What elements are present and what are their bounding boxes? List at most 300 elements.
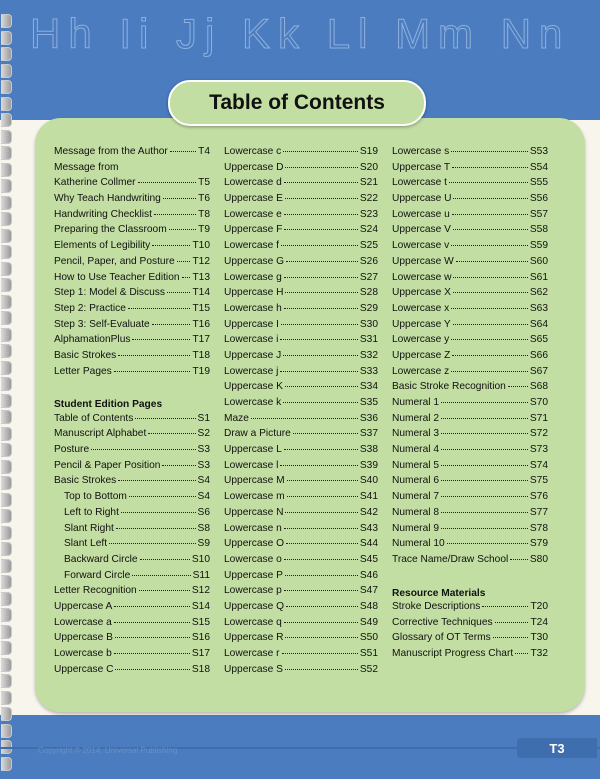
- dot-leader: [283, 151, 358, 152]
- spiral-coil: [1, 196, 12, 210]
- toc-entry-page: S4: [197, 475, 210, 487]
- toc-entry-page: S52: [359, 663, 378, 675]
- toc-entry-page: S15: [191, 616, 210, 628]
- toc-entry-page: S30: [359, 318, 378, 330]
- dot-leader: [441, 433, 528, 434]
- toc-entry-label: Numeral 2: [392, 412, 439, 424]
- toc-entry: [392, 224, 548, 240]
- dot-leader: [281, 245, 358, 246]
- toc-entry: [224, 413, 378, 429]
- toc-column-3: [392, 146, 548, 664]
- dot-leader: [280, 339, 357, 340]
- toc-entry-label: Uppercase W: [392, 255, 454, 267]
- section-heading: Resource Materials: [392, 587, 486, 599]
- toc-entry: [224, 475, 378, 491]
- toc-entry-page: S70: [529, 397, 548, 408]
- toc-entry: [224, 523, 378, 539]
- toc-entry-page: T18: [192, 349, 210, 361]
- toc-entry-page: S11: [192, 569, 210, 581]
- toc-entry-page: S66: [529, 349, 548, 361]
- toc-entry: [224, 538, 378, 554]
- toc-entry-page: S22: [359, 193, 378, 205]
- spiral-coil: [1, 691, 12, 705]
- toc-entry-page: T9: [198, 224, 210, 236]
- toc-entry-page: S24: [359, 224, 378, 236]
- spiral-coil: [1, 97, 12, 111]
- dot-leader: [451, 308, 528, 309]
- toc-entry-label: Uppercase Z: [392, 349, 451, 361]
- toc-entry: [392, 475, 548, 491]
- toc-entry-label: Why Teach Handwriting: [54, 193, 161, 205]
- toc-entry-label: Glossary of OT Terms: [392, 632, 491, 644]
- toc-entry: [54, 334, 210, 350]
- spiral-coil: [1, 377, 12, 391]
- toc-entry: [54, 585, 210, 601]
- toc-entry-page: S74: [529, 459, 548, 471]
- dot-leader: [508, 386, 528, 387]
- toc-entry: [54, 460, 210, 476]
- toc-entry-page: T6: [198, 193, 210, 205]
- toc-entry-page: S63: [529, 302, 548, 314]
- toc-entry-label: Backward Circle: [64, 553, 138, 565]
- toc-entry: [392, 648, 548, 664]
- dot-leader: [441, 449, 528, 450]
- toc-entry-label: Uppercase B: [54, 632, 113, 644]
- toc-entry: [54, 256, 210, 272]
- spiral-coil: [1, 509, 12, 523]
- dot-leader: [441, 512, 528, 513]
- toc-entry-label: Lowercase z: [392, 365, 450, 377]
- toc-entry-label: Uppercase K: [224, 381, 283, 393]
- toc-entry: [54, 475, 210, 491]
- spiral-coil: [1, 707, 12, 721]
- toc-entry: [54, 224, 210, 240]
- toc-entry-label: Lowercase b: [54, 648, 112, 659]
- toc-entry-page: S47: [359, 585, 378, 597]
- toc-entry-page: S80: [529, 553, 548, 565]
- spiral-coil: [1, 14, 12, 28]
- spiral-coil: [1, 146, 12, 160]
- toc-entry: [54, 444, 210, 460]
- toc-entry-label: Uppercase U: [392, 193, 452, 205]
- toc-entry-page: S67: [529, 365, 548, 377]
- spiral-coil: [1, 674, 12, 688]
- toc-entry-label: Uppercase R: [224, 632, 284, 644]
- toc-entry-page: T19: [192, 365, 210, 377]
- dot-leader: [118, 480, 195, 481]
- toc-entry: [54, 209, 210, 225]
- toc-entry: [224, 272, 378, 288]
- spacer: [54, 381, 210, 397]
- dot-leader: [286, 543, 358, 544]
- toc-entry: [224, 554, 378, 570]
- toc-entry: [224, 162, 378, 178]
- toc-entry-page: S75: [529, 475, 548, 487]
- toc-entry-label: Pencil & Paper Position: [54, 459, 161, 471]
- toc-entry: [224, 177, 378, 193]
- dot-leader: [148, 433, 195, 434]
- toc-entry-page: S32: [359, 349, 378, 361]
- spacer: [392, 570, 548, 586]
- toc-entry-page: S51: [359, 648, 378, 659]
- dot-leader: [280, 465, 357, 466]
- toc-entry: [224, 240, 378, 256]
- toc-entry-label: Katherine Collmer: [54, 177, 136, 189]
- toc-entry: [54, 303, 210, 319]
- toc-entry-label: Uppercase Y: [392, 318, 451, 330]
- spiral-coil: [1, 394, 12, 408]
- dot-leader: [163, 198, 196, 199]
- toc-entry-label: Lowercase r: [224, 648, 280, 659]
- toc-entry: [392, 460, 548, 476]
- toc-entry-label: Uppercase M: [224, 475, 285, 487]
- toc-entry: [224, 570, 378, 586]
- toc-entry-label: Lowercase e: [224, 208, 282, 220]
- toc-entry-page: S34: [359, 381, 378, 393]
- spiral-coil: [1, 410, 12, 424]
- toc-entry: [392, 554, 548, 570]
- dot-leader: [453, 229, 528, 230]
- dot-leader: [152, 324, 191, 325]
- dot-leader: [162, 465, 195, 466]
- toc-entry-page: S40: [359, 475, 378, 487]
- copyright-text: Copyright © 2014, Universal Publishing: [38, 746, 178, 755]
- dot-leader: [167, 292, 190, 293]
- toc-entry-page: S2: [197, 428, 210, 440]
- dot-leader: [284, 590, 358, 591]
- title-pill: [168, 80, 426, 126]
- toc-entry: [224, 350, 378, 366]
- dot-leader: [453, 277, 527, 278]
- toc-entry: [392, 350, 548, 366]
- toc-entry-label: AlphamationPlus: [54, 334, 131, 346]
- toc-entry-page: S64: [529, 318, 548, 330]
- dot-leader: [284, 528, 358, 529]
- spiral-coil: [1, 724, 12, 738]
- spiral-coil: [1, 757, 12, 771]
- toc-entry-label: Numeral 8: [392, 506, 439, 518]
- dot-leader: [140, 559, 190, 560]
- toc-entry-label: How to Use Teacher Edition: [54, 271, 180, 283]
- dot-leader: [452, 214, 528, 215]
- spiral-coil: [1, 361, 12, 375]
- dot-leader: [116, 528, 196, 529]
- toc-entry-page: S35: [359, 397, 378, 408]
- toc-entry-label: Numeral 1: [392, 397, 439, 408]
- toc-entry-label: Uppercase V: [392, 224, 451, 236]
- toc-entry-page: S3: [197, 459, 210, 471]
- dot-leader: [251, 418, 358, 419]
- toc-entry-label: Uppercase T: [392, 161, 451, 173]
- spiral-coil: [1, 212, 12, 226]
- toc-entry-page: S6: [197, 506, 210, 518]
- dot-leader: [286, 261, 358, 262]
- dot-leader: [285, 386, 358, 387]
- toc-entry: [54, 617, 210, 633]
- dot-leader: [132, 339, 190, 340]
- dot-leader: [284, 277, 358, 278]
- dot-leader: [285, 575, 358, 576]
- toc-entry-label: Lowercase v: [392, 240, 450, 252]
- spiral-coil: [1, 559, 12, 573]
- toc-entry: [392, 162, 548, 178]
- toc-column-1: [54, 146, 210, 679]
- page-number: T3: [549, 740, 565, 756]
- toc-entry-label: Letter Recognition: [54, 585, 137, 597]
- toc-entry: [224, 224, 378, 240]
- spiral-coil: [1, 575, 12, 589]
- dot-leader: [286, 606, 358, 607]
- toc-entry: [392, 617, 548, 633]
- dot-leader: [452, 355, 528, 356]
- toc-entry-label: Lowercase o: [224, 553, 282, 565]
- dot-leader: [285, 669, 358, 670]
- toc-entry: [54, 366, 210, 382]
- toc-entry-label: Lowercase g: [224, 271, 282, 283]
- toc-entry-label: Lowercase y: [392, 334, 450, 346]
- toc-entry: [392, 366, 548, 382]
- toc-entry: [54, 538, 210, 554]
- dot-leader: [284, 182, 358, 183]
- toc-entry: [392, 538, 548, 554]
- spiral-coil: [1, 608, 12, 622]
- spiral-coil: [1, 328, 12, 342]
- toc-entry-label: Basic Stroke Recognition: [392, 381, 506, 393]
- toc-entry-page: S57: [529, 208, 548, 220]
- toc-entry-label: Uppercase C: [54, 663, 114, 675]
- dot-leader: [284, 229, 358, 230]
- toc-entry: [392, 319, 548, 335]
- toc-entry-label: Uppercase D: [224, 161, 284, 173]
- toc-entry-label: Lowercase i: [224, 334, 279, 346]
- toc-entry-label: Uppercase I: [224, 318, 279, 330]
- toc-entry-label: Uppercase Q: [224, 600, 285, 612]
- dot-leader: [285, 512, 357, 513]
- toc-entry-label: Uppercase P: [224, 569, 283, 581]
- toc-entry: [392, 240, 548, 256]
- dot-leader: [449, 182, 528, 183]
- toc-entry-page: S46: [359, 569, 378, 581]
- toc-entry-label: Lowercase m: [224, 491, 285, 503]
- dot-leader: [115, 669, 189, 670]
- toc-entry: [224, 601, 378, 617]
- toc-entry: [392, 272, 548, 288]
- toc-entry-page: S68: [529, 381, 548, 393]
- spiral-coil: [1, 278, 12, 292]
- spiral-coil: [1, 80, 12, 94]
- toc-entry: [392, 428, 548, 444]
- toc-entry-page: T24: [530, 616, 548, 628]
- spiral-coil: [1, 476, 12, 490]
- toc-entry-label: Letter Pages: [54, 365, 112, 377]
- toc-entry-page: T5: [198, 177, 210, 189]
- toc-entry-page: T10: [192, 240, 210, 252]
- toc-entry-page: S44: [359, 538, 378, 550]
- toc-entry-page: S42: [359, 506, 378, 518]
- spiral-coil: [1, 427, 12, 441]
- toc-entry: [392, 523, 548, 539]
- toc-entry-label: Preparing the Classroom: [54, 224, 167, 236]
- spiral-coil: [1, 592, 12, 606]
- spiral-coil: [1, 344, 12, 358]
- dot-leader: [114, 606, 190, 607]
- dot-leader: [284, 559, 358, 560]
- dot-leader: [441, 528, 528, 529]
- toc-entry: [54, 601, 210, 617]
- toc-entry: [224, 648, 378, 664]
- toc-entry: [224, 444, 378, 460]
- toc-entry: [54, 240, 210, 256]
- toc-entry-label: Lowercase u: [392, 208, 450, 220]
- toc-entry-page: S37: [359, 428, 378, 440]
- toc-entry: [54, 413, 210, 429]
- toc-entry: [54, 507, 210, 523]
- toc-entry-page: S55: [529, 177, 548, 189]
- toc-entry-label: Uppercase A: [54, 600, 113, 612]
- dot-leader: [441, 465, 528, 466]
- toc-entry-page: S65: [529, 334, 548, 346]
- dot-leader: [284, 449, 358, 450]
- toc-entry-page: S48: [359, 600, 378, 612]
- toc-entry-page: T13: [192, 271, 210, 283]
- dot-leader: [284, 622, 358, 623]
- toc-entry-page: S17: [191, 648, 210, 659]
- toc-entry-label: Numeral 7: [392, 491, 439, 503]
- dot-leader: [169, 229, 196, 230]
- toc-entry-page: S16: [191, 632, 210, 644]
- toc-entry-page: S72: [529, 428, 548, 440]
- spiral-coil: [1, 443, 12, 457]
- toc-entry-page: S39: [359, 459, 378, 471]
- toc-entry: [54, 319, 210, 335]
- toc-entry: [392, 397, 548, 413]
- dot-leader: [121, 512, 196, 513]
- toc-entry-label: Elements of Legibility: [54, 240, 151, 252]
- toc-entry-label: Draw a Picture: [224, 428, 291, 440]
- toc-entry-label: Lowercase t: [392, 177, 447, 189]
- toc-entry-page: S77: [529, 506, 548, 518]
- toc-entry-label: Basic Strokes: [54, 349, 117, 361]
- toc-entry-label: Lowercase p: [224, 585, 282, 597]
- toc-entry-page: T32: [530, 648, 548, 659]
- alphabet-strip: Hh Ii Jj Kk Ll Mm Nn: [30, 10, 571, 57]
- toc-entry-label: Corrective Techniques: [392, 616, 493, 628]
- toc-entry: [224, 617, 378, 633]
- toc-entry: [224, 209, 378, 225]
- spiral-coil: [1, 641, 12, 655]
- toc-entry: [54, 350, 210, 366]
- toc-entry-page: S58: [529, 224, 548, 236]
- dot-leader: [283, 402, 358, 403]
- toc-entry: [392, 146, 548, 162]
- toc-entry-label: Trace Name/Draw School: [392, 553, 509, 565]
- toc-entry: [224, 319, 378, 335]
- toc-entry-label: Lowercase c: [224, 146, 282, 157]
- toc-entry-label: Step 1: Model & Discuss: [54, 287, 165, 299]
- dot-leader: [510, 559, 528, 560]
- dot-leader: [451, 339, 528, 340]
- toc-entry: [54, 177, 210, 193]
- toc-entry: [392, 303, 548, 319]
- toc-entry-page: T14: [192, 287, 210, 299]
- dot-leader: [182, 277, 191, 278]
- dot-leader: [287, 480, 358, 481]
- toc-entry-page: S10: [191, 553, 210, 565]
- toc-entry-page: S25: [359, 240, 378, 252]
- toc-entry-page: S56: [529, 193, 548, 205]
- toc-entry-page: S9: [197, 538, 210, 550]
- spiral-coil: [1, 229, 12, 243]
- dot-leader: [139, 590, 190, 591]
- toc-entry: [54, 146, 210, 162]
- dot-leader: [177, 261, 191, 262]
- toc-entry: [224, 491, 378, 507]
- dot-leader: [451, 151, 528, 152]
- spiral-coil: [1, 163, 12, 177]
- toc-entry-page: T12: [192, 255, 210, 267]
- toc-entry: [224, 193, 378, 209]
- toc-entry-page: T20: [530, 600, 548, 612]
- dot-leader: [441, 418, 528, 419]
- toc-entry-page: S50: [359, 632, 378, 644]
- toc-entry-label: Manuscript Alphabet: [54, 428, 147, 440]
- dot-leader: [493, 637, 529, 638]
- toc-entry: [54, 272, 210, 288]
- toc-entry-label: Message from: [54, 161, 119, 173]
- dot-leader: [293, 433, 358, 434]
- toc-entry-page: S33: [359, 365, 378, 377]
- spiral-coil: [1, 179, 12, 193]
- toc-entry-page: T15: [192, 302, 210, 314]
- spiral-coil: [1, 625, 12, 639]
- toc-entry: [224, 366, 378, 382]
- toc-entry-page: S36: [359, 412, 378, 424]
- toc-entry-page: S73: [529, 444, 548, 456]
- toc-entry-label: Numeral 4: [392, 444, 439, 456]
- dot-leader: [287, 496, 358, 497]
- toc-entry: [54, 648, 210, 664]
- toc-entry-label: Lowercase a: [54, 616, 112, 628]
- toc-entry: [54, 491, 210, 507]
- dot-leader: [456, 261, 528, 262]
- toc-entry: [392, 507, 548, 523]
- toc-entry-label: Lowercase j: [224, 365, 279, 377]
- dot-leader: [285, 198, 358, 199]
- toc-entry-page: S71: [529, 412, 548, 424]
- toc-entry-page: S62: [529, 287, 548, 299]
- toc-entry-label: Lowercase x: [392, 302, 450, 314]
- toc-entry-page: S38: [359, 444, 378, 456]
- dot-leader: [453, 198, 527, 199]
- dot-leader: [285, 637, 357, 638]
- toc-entry-page: S23: [359, 208, 378, 220]
- dot-leader: [451, 371, 528, 372]
- toc-entry-page: S3: [197, 444, 210, 456]
- toc-entry-label: Uppercase E: [224, 193, 283, 205]
- page-number-tab: [517, 738, 597, 758]
- toc-entry: [392, 256, 548, 272]
- toc-entry-page: S43: [359, 522, 378, 534]
- toc-entry: [224, 428, 378, 444]
- toc-entry: [54, 428, 210, 444]
- toc-entry: [54, 523, 210, 539]
- toc-entry-page: S27: [359, 271, 378, 283]
- toc-entry: [224, 256, 378, 272]
- dot-leader: [284, 214, 358, 215]
- toc-entry-page: T4: [198, 146, 210, 157]
- toc-entry-label: Uppercase F: [224, 224, 283, 236]
- dot-leader: [114, 371, 191, 372]
